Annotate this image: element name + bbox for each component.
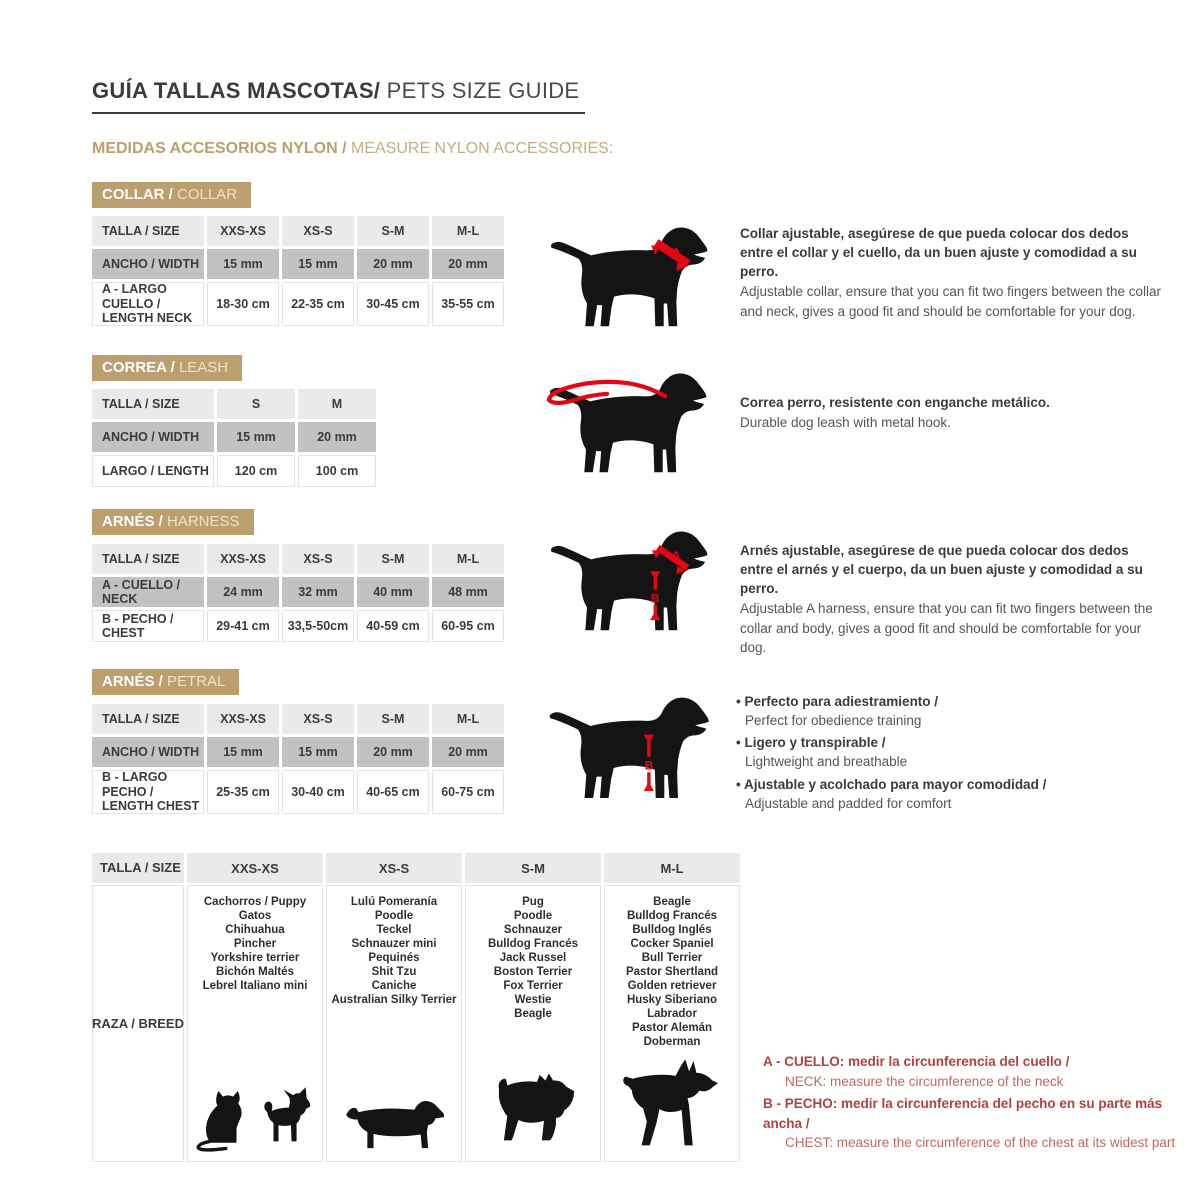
leash-head-cell: S xyxy=(217,389,295,419)
harness-desc-es: Arnés ajustable, asegúrese de que pueda colocar dos dedos entre el arnés y el cuerpo, da un buen ajuste y comodidad a su perro. xyxy=(740,543,1143,597)
chest-measure-note xyxy=(763,1094,1197,1153)
dog-harness-illustration xyxy=(540,524,720,642)
harness-neck-cell: 24 mm xyxy=(207,577,279,607)
breed-item: Bulldog Francés xyxy=(487,938,579,950)
collar-neck-cell: 18-30 cm xyxy=(207,282,279,326)
breed-item: Schnauzer xyxy=(503,924,563,936)
collar-head-cell: XXS-XS xyxy=(207,216,279,246)
neck-note-es: A - CUELLO: medir la circunferencia del cuello / xyxy=(763,1054,1070,1069)
measuring-notes xyxy=(763,1052,1197,1156)
breed-item: Bichón Maltés xyxy=(216,966,294,978)
breed-list-xxs-xs xyxy=(187,895,323,993)
breed-list-xs-s xyxy=(326,895,462,1007)
nylon-subtitle-en: MEASURE NYLON ACCESSORIES: xyxy=(350,140,614,157)
breed-item: Bull Terrier xyxy=(641,952,703,964)
harness-neck-cell: 32 mm xyxy=(282,577,354,607)
dog-silhouette-icon xyxy=(549,698,708,798)
leash-width-cell: ANCHO / WIDTH xyxy=(92,422,214,452)
harness-chest-cell: 60-95 cm xyxy=(432,610,504,642)
breed-list-s-m xyxy=(465,895,601,1021)
page-title-es: GUÍA TALLAS MASCOTAS/ xyxy=(92,78,381,103)
collar-badge-es: COLLAR / xyxy=(102,186,177,203)
breed-column-xs-s xyxy=(326,885,462,1162)
petral-head-cell: XS-S xyxy=(282,704,354,734)
leash-desc-es: Correa perro, resistente con enganche metálico. xyxy=(740,395,1050,410)
petral-mark-label: B xyxy=(644,758,654,773)
harness-neck-cell: 48 mm xyxy=(432,577,504,607)
breed-size-table xyxy=(92,853,734,1162)
petral-feature xyxy=(736,733,1170,771)
breed-table-body xyxy=(92,885,734,1162)
dachshund-silhouette-icon xyxy=(333,1096,455,1158)
petral-width-cell: ANCHO / WIDTH xyxy=(92,737,204,767)
harness-chest-cell: 40-59 cm xyxy=(357,610,429,642)
petral-width-cell: 15 mm xyxy=(207,737,279,767)
breed-head-cell: XXS-XS xyxy=(187,853,323,883)
harness-head-cell: M-L xyxy=(432,544,504,574)
breed-item: Schnauzer mini xyxy=(351,938,437,950)
petral-feature-en: Lightweight and breathable xyxy=(745,754,908,770)
dog-petral-illustration xyxy=(540,690,720,810)
harness-head-cell: XXS-XS xyxy=(207,544,279,574)
breed-column-m-l xyxy=(604,885,740,1162)
harness-chest-cell: B - PECHO / CHEST xyxy=(92,610,204,642)
harness-head-cell: S-M xyxy=(357,544,429,574)
harness-neck-cell: A - CUELLO / NECK xyxy=(92,577,204,607)
petral-chest-cell: 30-40 cm xyxy=(282,770,354,814)
leash-head-cell: TALLA / SIZE xyxy=(92,389,214,419)
petral-head-cell: TALLA / SIZE xyxy=(92,704,204,734)
dog-silhouette-icon xyxy=(551,227,708,326)
nylon-subtitle-es: MEDIDAS ACCESORIOS NYLON / xyxy=(92,140,351,157)
harness-size-table xyxy=(92,544,504,645)
collar-width-cell: ANCHO / WIDTH xyxy=(92,249,204,279)
petral-width-cell: 20 mm xyxy=(432,737,504,767)
breed-item: Bulldog Francés xyxy=(626,910,718,922)
leash-length-cell: 120 cm xyxy=(217,455,295,487)
doberman-silhouette-icon xyxy=(615,1058,729,1158)
leash-head-cell: M xyxy=(298,389,376,419)
harness-desc-en: Adjustable A harness, ensure that you can fit two fingers between the collar and body, gives a good fit and should be comfortable for your dog. xyxy=(740,601,1153,655)
harness-badge-en: HARNESS xyxy=(167,513,240,530)
harness-chest-cell: 33,5-50cm xyxy=(282,610,354,642)
breed-item: Pincher xyxy=(233,938,277,950)
breed-item: Caniche xyxy=(371,980,417,992)
petral-feature xyxy=(736,692,1170,730)
petral-feature-list xyxy=(736,692,1170,816)
petral-feature-es: • Ligero y transpirable / xyxy=(736,733,1170,752)
petral-feature xyxy=(736,775,1170,813)
breed-row-label-text: RAZA / BREED xyxy=(92,1015,184,1031)
breed-item: Husky Siberiano xyxy=(626,994,718,1006)
breed-illustrations xyxy=(465,1070,601,1162)
petral-chest-cell: 40-65 cm xyxy=(357,770,429,814)
dog-silhouette-icon xyxy=(551,531,708,630)
harness-description xyxy=(740,541,1164,657)
collar-head-cell: TALLA / SIZE xyxy=(92,216,204,246)
petral-feature-es: • Ajustable y acolchado para mayor comodidad / xyxy=(736,775,1170,794)
breed-list-m-l xyxy=(604,895,740,1049)
leash-width-cell: 15 mm xyxy=(217,422,295,452)
breed-item: Fox Terrier xyxy=(503,980,563,992)
chest-note-en: CHEST: measure the circumference of the chest at its widest part xyxy=(785,1135,1176,1151)
breed-column-xxs-xs xyxy=(187,885,323,1162)
neck-measure-note xyxy=(763,1052,1197,1091)
leash-size-table xyxy=(92,389,376,490)
breed-item: Shit Tzu xyxy=(371,966,417,978)
harness-section-badge xyxy=(92,509,254,535)
breed-head-cell: M-L xyxy=(604,853,740,883)
petral-size-table xyxy=(92,704,504,817)
leash-description xyxy=(740,393,1164,432)
petral-head-cell: M-L xyxy=(432,704,504,734)
collar-neck-cell: 22-35 cm xyxy=(282,282,354,326)
harness-neck-mark-label: A xyxy=(671,549,682,565)
collar-neck-cell: 30-45 cm xyxy=(357,282,429,326)
collar-badge-en: COLLAR xyxy=(177,186,238,203)
petral-feature-en: Adjustable and padded for comfort xyxy=(745,795,952,811)
breed-illustrations xyxy=(187,1078,323,1162)
breed-item: Cocker Spaniel xyxy=(630,938,714,950)
petral-head-cell: XXS-XS xyxy=(207,704,279,734)
collar-neck-cell: 35-55 cm xyxy=(432,282,504,326)
leash-badge-es: CORREA / xyxy=(102,359,179,376)
harness-badge-es: ARNÉS / xyxy=(102,513,168,530)
collar-description xyxy=(740,224,1164,321)
neck-note-en: NECK: measure the circumference of the neck xyxy=(785,1073,1064,1089)
page-title-en: PETS SIZE GUIDE xyxy=(380,78,580,103)
collar-width-cell: 15 mm xyxy=(207,249,279,279)
schnauzer-silhouette-icon xyxy=(486,1070,578,1158)
breed-item: Bulldog Inglés xyxy=(632,924,712,936)
collar-width-cell: 20 mm xyxy=(432,249,504,279)
breed-item: Lebrel Italiano mini xyxy=(202,980,308,992)
petral-badge-es: ARNÉS / xyxy=(102,673,168,690)
breed-item: Yorkshire terrier xyxy=(210,952,300,964)
collar-head-cell: S-M xyxy=(357,216,429,246)
collar-size-table xyxy=(92,216,504,329)
petral-feature-en: Perfect for obedience training xyxy=(745,713,922,729)
breed-row-label xyxy=(92,885,184,1162)
leash-width-cell: 20 mm xyxy=(298,422,376,452)
leash-length-cell: 100 cm xyxy=(298,455,376,487)
breed-item: Chihuahua xyxy=(225,924,285,936)
breed-item: Westie xyxy=(514,994,552,1006)
breed-item: Lulú Pomeranía xyxy=(350,896,438,908)
breed-illustrations xyxy=(326,1096,462,1162)
breed-item: Cachorros / Puppy xyxy=(203,896,307,908)
breed-item: Golden retriever xyxy=(627,980,717,992)
petral-badge-en: PETRAL xyxy=(167,673,226,690)
petral-feature-es: • Perfecto para adiestramiento / xyxy=(736,692,1170,711)
collar-mark-label: A xyxy=(670,244,682,262)
chihuahua-silhouette-icon xyxy=(256,1082,318,1158)
breed-item: Jack Russel xyxy=(499,952,567,964)
breed-item: Labrador xyxy=(647,1008,697,1020)
harness-head-cell: TALLA / SIZE xyxy=(92,544,204,574)
collar-section-badge xyxy=(92,182,251,208)
breed-item: Beagle xyxy=(653,896,691,908)
breed-head-cell: S-M xyxy=(465,853,601,883)
breed-item: Poodle xyxy=(374,910,414,922)
breed-head-cell: TALLA / SIZE xyxy=(92,853,184,883)
collar-head-cell: M-L xyxy=(432,216,504,246)
cat-silhouette-icon xyxy=(192,1078,254,1158)
breed-column-s-m xyxy=(465,885,601,1162)
breed-illustrations xyxy=(604,1058,740,1162)
breed-table-header xyxy=(92,853,734,883)
breed-item: Doberman xyxy=(643,1036,701,1048)
petral-chest-cell: 25-35 cm xyxy=(207,770,279,814)
breed-item: Pastor Shertland xyxy=(625,966,719,978)
harness-chest-mark-label: B xyxy=(651,592,660,606)
chest-note-es: B - PECHO: medir la circunferencia del pecho en su parte más ancha / xyxy=(763,1096,1163,1131)
breed-item: Teckel xyxy=(376,924,412,936)
leash-badge-en: LEASH xyxy=(178,359,229,376)
breed-item: Pug xyxy=(522,896,544,908)
nylon-subtitle xyxy=(92,140,613,158)
collar-width-cell: 15 mm xyxy=(282,249,354,279)
collar-neck-cell: A - LARGO CUELLO / LENGTH NECK xyxy=(92,282,204,326)
breed-item: Australian Silky Terrier xyxy=(331,994,457,1006)
breed-item: Pastor Alemán xyxy=(631,1022,713,1034)
collar-head-cell: XS-S xyxy=(282,216,354,246)
breed-item: Pequinés xyxy=(368,952,420,964)
leash-length-cell: LARGO / LENGTH xyxy=(92,455,214,487)
petral-section-badge xyxy=(92,669,239,695)
harness-head-cell: XS-S xyxy=(282,544,354,574)
breed-item: Beagle xyxy=(514,1008,552,1020)
breed-item: Gatos xyxy=(238,910,272,922)
petral-width-cell: 20 mm xyxy=(357,737,429,767)
petral-chest-cell: 60-75 cm xyxy=(432,770,504,814)
leash-section-badge xyxy=(92,355,242,381)
leash-desc-en: Durable dog leash with metal hook. xyxy=(740,415,951,431)
collar-width-cell: 20 mm xyxy=(357,249,429,279)
breed-item: Boston Terrier xyxy=(493,966,573,978)
collar-desc-en: Adjustable collar, ensure that you can fit two fingers between the collar and neck, gives a good fit and should be comfortable for your dog. xyxy=(740,284,1161,319)
dog-leash-illustration xyxy=(538,366,720,484)
breed-head-cell: XS-S xyxy=(326,853,462,883)
collar-desc-es: Collar ajustable, asegúrese de que pueda colocar dos dedos entre el collar y el cuello, da un buen ajuste y comodidad a su perro. xyxy=(740,226,1137,280)
dog-collar-illustration xyxy=(540,220,720,338)
harness-chest-cell: 29-41 cm xyxy=(207,610,279,642)
petral-width-cell: 15 mm xyxy=(282,737,354,767)
breed-item: Poodle xyxy=(513,910,553,922)
harness-neck-cell: 40 mm xyxy=(357,577,429,607)
page-title xyxy=(92,78,585,114)
petral-chest-cell: B - LARGO PECHO / LENGTH CHEST xyxy=(92,770,204,814)
petral-head-cell: S-M xyxy=(357,704,429,734)
